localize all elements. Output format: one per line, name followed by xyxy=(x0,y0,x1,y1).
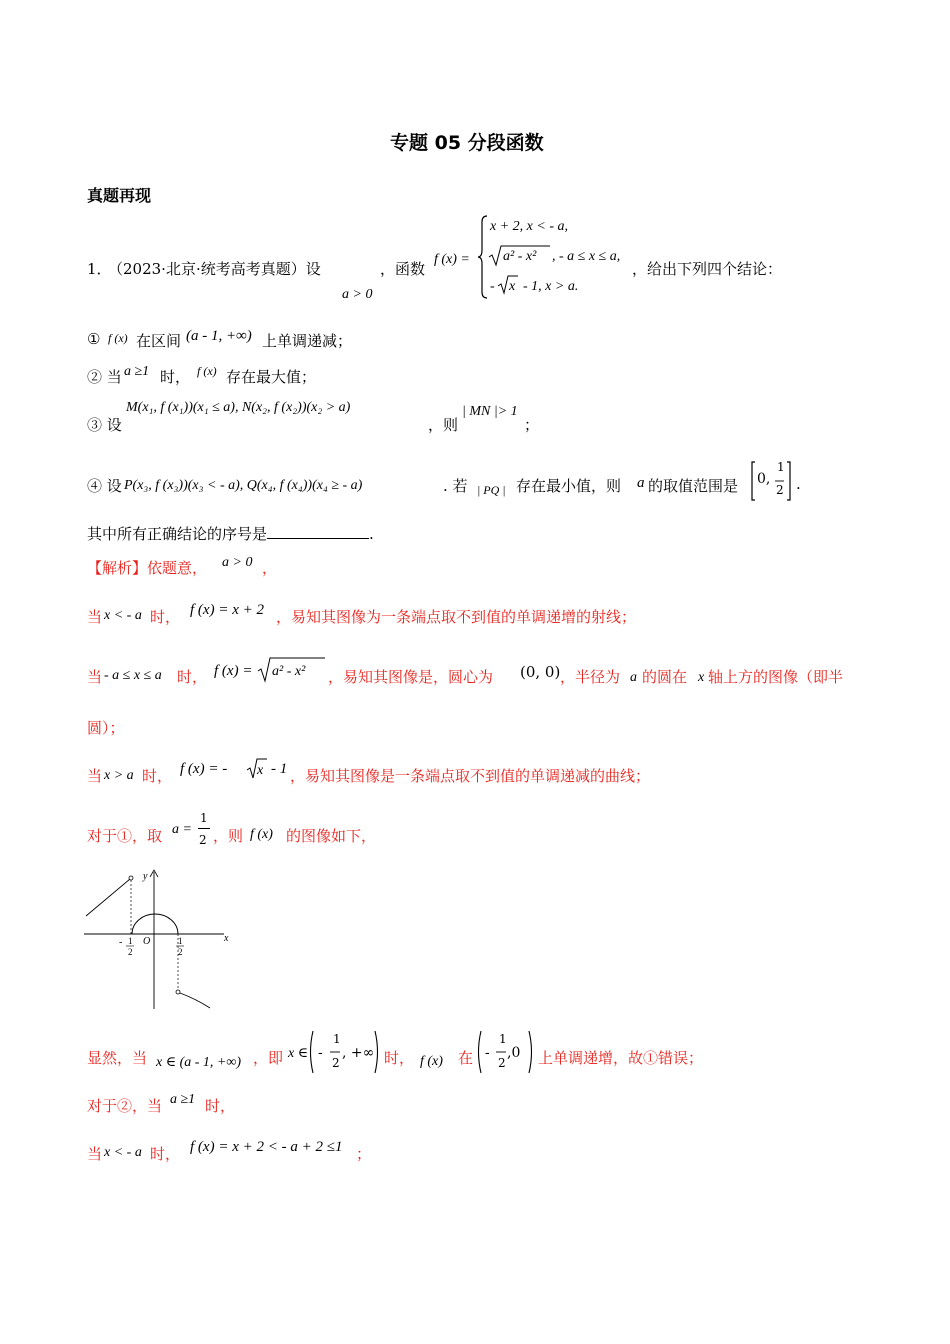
explain-1-denominator: 2 xyxy=(332,1056,340,1070)
discussion-1-pre: 对于①，取 xyxy=(87,827,163,845)
statement-3-points: M(x₁, f (x₁))(x₁ ≤ a), N(x₂, f (x₂))(x₂ > a) xyxy=(126,400,351,415)
solution-condition: a > 0 xyxy=(222,555,253,570)
statement-3-result: | MN |> 1 xyxy=(462,404,518,419)
case-2-mid: 时， xyxy=(177,668,208,686)
case-4-formula: f (x) = x + 2 < - a + 2 ≤1 xyxy=(190,1139,343,1155)
explain-1-numerator-2: 1 xyxy=(499,1032,507,1046)
explain-1-minus: - xyxy=(318,1045,323,1061)
question-tail: ，给出下列四个结论： xyxy=(632,260,783,278)
case-1-tail: ，易知其图像为一条端点取不到值的单调递增的射线； xyxy=(276,608,637,626)
piecewise-case-3-radicand: x xyxy=(509,279,516,294)
case-2-tail-4: 轴上方的图像（即半 xyxy=(708,668,844,686)
explain-1-mid: ，即 xyxy=(253,1049,284,1067)
question-ask-text: 其中所有正确结论的序号是 xyxy=(87,525,268,543)
statement-4-text-2: 存在最小值，则 xyxy=(516,477,622,495)
decreasing-curve xyxy=(180,993,210,1008)
case-4-tail: ； xyxy=(356,1145,372,1163)
case-1-formula: f (x) = x + 2 xyxy=(190,602,264,618)
case-4-pre: 当 xyxy=(87,1145,103,1163)
case-2-tail-3: 的圆在 xyxy=(642,668,688,686)
discussion-1-f: f (x) xyxy=(250,827,273,842)
explain-1-mid-2: 时， xyxy=(384,1049,415,1067)
statement-2-marker: ② 当 xyxy=(87,368,122,386)
statement-2-condition: a ≥1 xyxy=(124,364,150,379)
statement-4-pq: | PQ | xyxy=(477,483,506,497)
sqrt-sign xyxy=(497,273,519,295)
discussion-1-mid: ，则 xyxy=(213,827,244,845)
statement-4-frac-numerator: 1 xyxy=(777,460,785,474)
case-1-condition: x < - a xyxy=(104,608,142,623)
question-condition: a > 0 xyxy=(342,287,373,302)
case-2-tail-1: ，易知其图像是，圆心为 xyxy=(328,668,494,686)
explain-1-right: , +∞ xyxy=(342,1045,375,1061)
explain-1-minus-2: - xyxy=(485,1045,490,1061)
statement-3-marker: ③ 设 xyxy=(87,416,122,434)
question-function-label: ，函数 xyxy=(380,260,426,278)
case-2-tail-2: ，半径为 xyxy=(560,668,621,686)
question-source: （2023·北京·统考高考真题）设 xyxy=(108,260,321,278)
explain-1-condition: x ∈ (a - 1, +∞) xyxy=(156,1055,241,1070)
statement-4-a: a xyxy=(637,475,645,491)
statement-2-f: f (x) xyxy=(197,364,217,378)
piecewise-case-2-condition: , - a ≤ x ≤ a, xyxy=(552,249,621,264)
case-3-formula-tail: - 1 xyxy=(271,761,288,777)
explain-1-x: x ∈ xyxy=(288,1046,309,1061)
open-endpoint xyxy=(176,990,180,994)
question-ask-tail: . xyxy=(369,525,374,543)
neg-tick-denominator: 2 xyxy=(128,947,133,957)
statement-4-text-3: 的取值范围是 xyxy=(648,477,739,495)
piecewise-case-1: x + 2, x < - a, xyxy=(490,219,568,234)
question-number: 1． xyxy=(87,260,112,278)
statement-4-text: . 若 xyxy=(443,477,468,495)
discussion-2-tail: 时， xyxy=(205,1097,236,1115)
case-2-a: a xyxy=(630,670,637,685)
page-title: 专题 05 分段函数 xyxy=(390,132,544,154)
statement-1-marker: ① xyxy=(87,330,101,348)
neg-tick-sign: - xyxy=(119,937,123,948)
statement-2-tail: 存在最大值； xyxy=(226,368,317,386)
piecewise-case-3-condition: - 1, x > a. xyxy=(523,279,579,294)
range-brackets xyxy=(749,460,793,502)
statement-1-text: 在区间 xyxy=(136,332,182,350)
case-1-mid: 时， xyxy=(150,608,181,626)
ray-segment xyxy=(86,879,130,916)
statement-4-marker: ④ 设 xyxy=(87,477,122,495)
statement-3-tail: ； xyxy=(524,416,540,434)
piecewise-case-2-radicand: a² - x² xyxy=(503,249,537,264)
case-3-tail: ，易知其图像是一条端点取不到值的单调递减的曲线； xyxy=(290,767,651,785)
statement-4-range-left: 0, xyxy=(757,471,771,487)
open-endpoint xyxy=(129,876,133,880)
pos-tick-numerator: 1 xyxy=(178,936,183,946)
case-4-condition: x < - a xyxy=(104,1145,142,1160)
semicircle xyxy=(132,914,178,934)
y-axis-label: y xyxy=(143,871,148,882)
section-heading: 真题再现 xyxy=(87,186,152,205)
pos-tick-denominator: 2 xyxy=(178,947,183,957)
origin-label: O xyxy=(143,936,151,947)
statement-1-interval: (a - 1, +∞) xyxy=(186,328,252,344)
case-2-pre: 当 xyxy=(87,668,103,686)
question-function-f: f (x) = xyxy=(434,252,470,267)
case-2-condition: - a ≤ x ≤ a xyxy=(104,668,162,683)
discussion-1-denominator: 2 xyxy=(199,833,207,847)
case-3-condition: x > a xyxy=(104,768,134,783)
case-3-pre: 当 xyxy=(87,767,103,785)
case-2-formula: f (x) = xyxy=(214,663,253,679)
explain-1-tail: 上单调递增，故①错误； xyxy=(538,1049,704,1067)
case-3-radicand: x xyxy=(257,763,264,778)
discussion-1-tail: 的图像如下， xyxy=(286,827,377,845)
discussion-2-condition: a ≥1 xyxy=(170,1092,196,1107)
explain-1-mid-3: 在 xyxy=(458,1049,474,1067)
statement-1-tail: 上单调递减； xyxy=(262,332,353,350)
explain-1-f: f (x) xyxy=(420,1054,443,1069)
statement-3-text: ，则 xyxy=(428,416,459,434)
neg-tick-numerator: 1 xyxy=(128,936,133,946)
solution-intro xyxy=(87,557,207,578)
case-3-formula: f (x) = - xyxy=(180,761,228,777)
explain-1-pre: 显然，当 xyxy=(87,1049,148,1067)
case-4-mid: 时， xyxy=(150,1145,181,1163)
statement-4-frac-denominator: 2 xyxy=(776,483,784,497)
function-graph xyxy=(84,866,238,1012)
answer-blank xyxy=(267,524,369,539)
discussion-2-pre: 对于②，当 xyxy=(87,1097,163,1115)
discussion-1-numerator: 1 xyxy=(200,811,208,825)
case-2-center: (0, 0) xyxy=(520,663,561,681)
statement-2-text: 时， xyxy=(160,368,191,386)
explain-1-numerator: 1 xyxy=(333,1032,341,1046)
case-3-mid: 时， xyxy=(142,767,173,785)
statement-1-f: f (x) xyxy=(108,331,128,345)
x-axis-label: x xyxy=(224,933,229,944)
explain-1-denominator-2: 2 xyxy=(498,1056,506,1070)
solution-text: 依题意， xyxy=(147,559,208,577)
solution-tag: 【解析】 xyxy=(87,559,148,577)
statement-4-tail: . xyxy=(796,475,801,493)
statement-4-points: P(x₃, f (x₃))(x₃ < - a), Q(x₄, f (x₄))(x₄ ≥ - a) xyxy=(124,478,363,493)
discussion-1-a: a = xyxy=(172,822,192,837)
case-2-radicand: a² - x² xyxy=(272,664,306,679)
question-ask xyxy=(87,523,374,544)
explain-1-right-2: ,0 xyxy=(507,1045,521,1061)
case-2-x: x xyxy=(698,670,705,685)
solution-condition-tail: ， xyxy=(262,559,278,577)
fraction-bar xyxy=(198,828,210,829)
piecewise-case-3-sign: - xyxy=(490,279,495,294)
case-2-line-2: 圆）； xyxy=(87,719,125,737)
case-1-pre: 当 xyxy=(87,608,103,626)
